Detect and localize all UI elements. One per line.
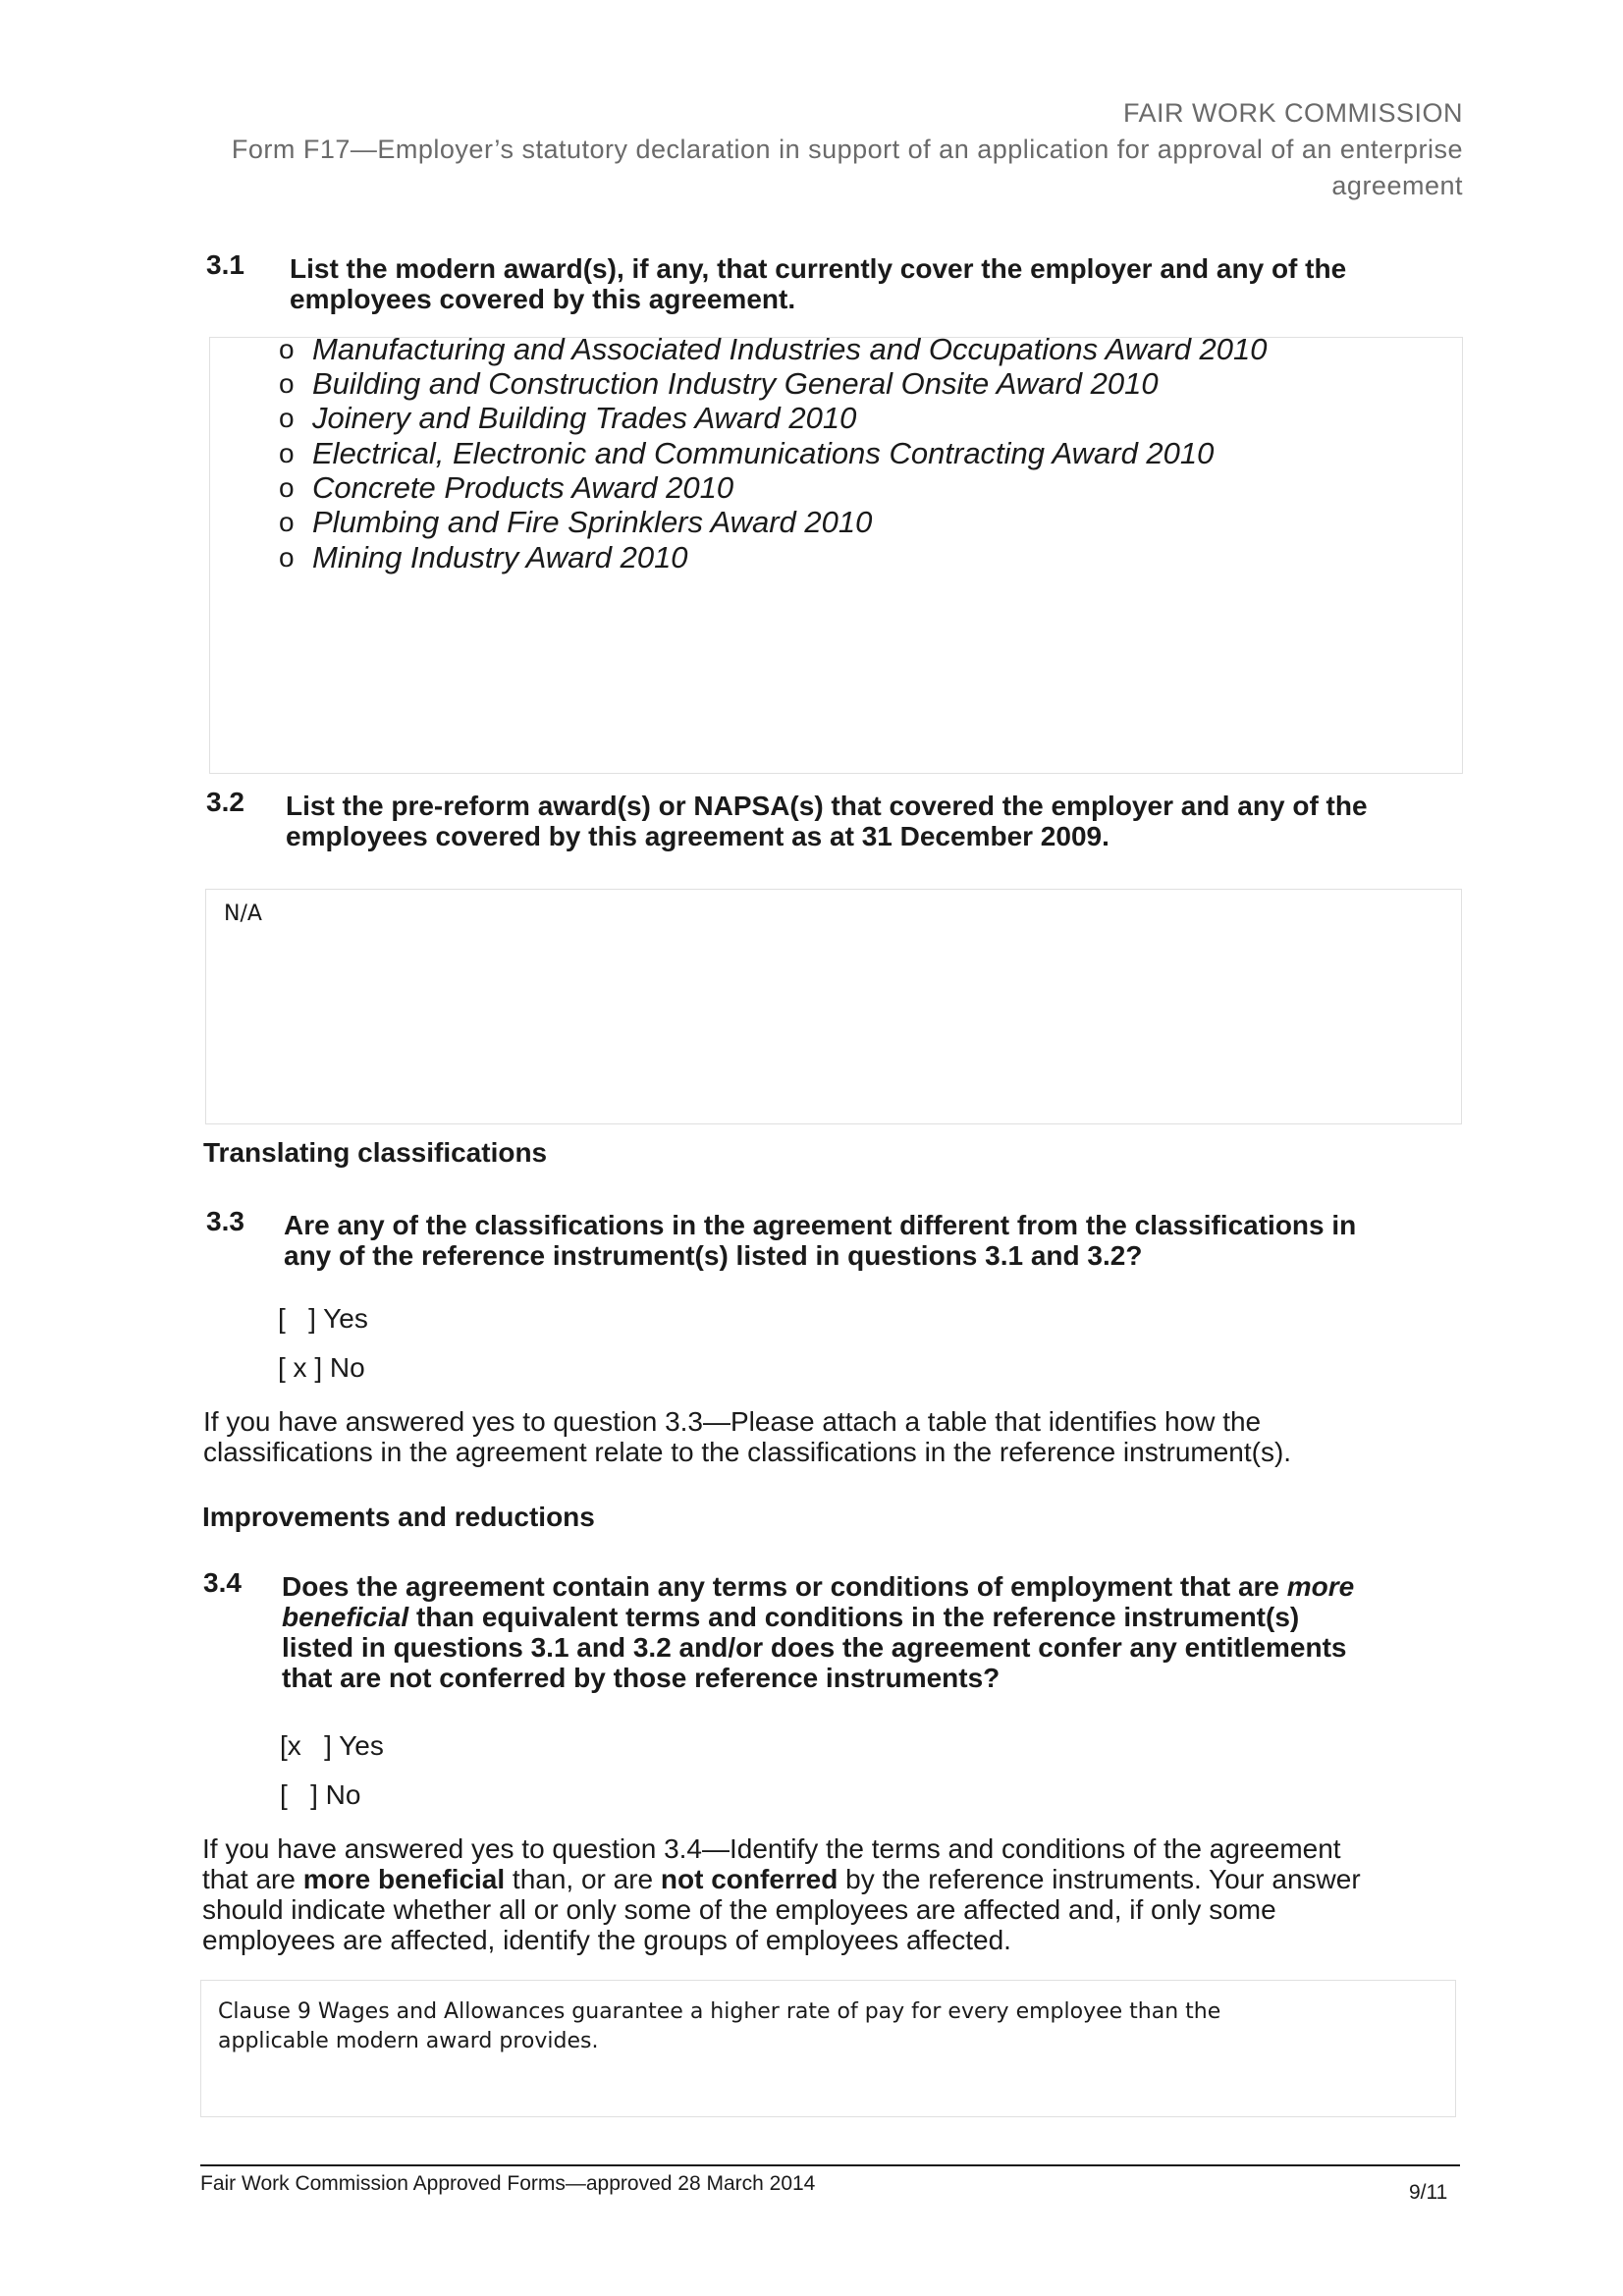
page-number: 9/11: [1409, 2181, 1448, 2204]
header-form-title: Form F17—Employer’s statutory declaration in support of an application for approval of an enterprise: [231, 135, 1463, 164]
q34-option-no[interactable]: [ ] No: [280, 1779, 361, 1810]
question-number-3-3: 3.3: [206, 1206, 244, 1236]
q34-instructions-line3: should indicate whether all or only some of the employees are affected and, if only some: [202, 1894, 1276, 1925]
q33-instructions-line1: If you have answered yes to question 3.3—Please attach a table that identifies how the: [203, 1406, 1262, 1437]
question-3-4-line3: listed in questions 3.1 and 3.2 and/or does the agreement confer any entitlements: [282, 1632, 1347, 1663]
question-3-2-text: [286, 791, 1368, 851]
q33-instructions-line2: classifications in the agreement relate to the classifications in the reference instrument(s).: [203, 1437, 1292, 1467]
q34-instructions-line4: employees are affected, identify the groups of employees affected.: [202, 1925, 1011, 1955]
q34-instructions-line2: [202, 1864, 1361, 1894]
q33-option-yes[interactable]: [ ] Yes: [278, 1303, 368, 1334]
footer-text: Fair Work Commission Approved Forms—approved 28 March 2014: [200, 2172, 816, 2195]
question-3-2-line1: List the pre-reform award(s) or NAPSA(s) that covered the employer and any of the: [286, 791, 1368, 821]
award-item: [279, 332, 1268, 367]
q34-note-text: by the reference instruments. Your answer: [838, 1864, 1361, 1894]
bullet-icon: o: [279, 542, 295, 573]
question-3-4-line1: [282, 1571, 1354, 1602]
header-form-title-cont: agreement: [1331, 171, 1463, 200]
award-item: [279, 540, 688, 575]
bullet-icon: o: [279, 368, 295, 399]
question-number-3-4: 3.4: [203, 1567, 242, 1598]
question-number-3-2: 3.2: [206, 787, 244, 817]
question-3-4-line2: [282, 1602, 1354, 1632]
question-3-1-text: [290, 253, 1346, 314]
bullet-icon: o: [279, 438, 295, 468]
question-3-3-line1: Are any of the classifications in the agreement different from the classifications in: [284, 1210, 1357, 1240]
question-3-3-text: [284, 1210, 1356, 1271]
question-3-4-line4: that are not conferred by those reference instruments?: [282, 1663, 1001, 1693]
bullet-icon: o: [279, 403, 295, 433]
q32-answer-box[interactable]: [205, 889, 1462, 1124]
q34-option-yes[interactable]: [x ] Yes: [280, 1730, 384, 1761]
award-text: Manufacturing and Associated Industries and Occupations Award 2010: [312, 332, 1268, 366]
q34-note-text: that are: [202, 1864, 303, 1894]
emphasis-beneficial: beneficial: [282, 1602, 409, 1632]
bullet-icon: o: [279, 472, 295, 503]
emphasis-not-conferred: not conferred: [660, 1864, 839, 1894]
q34-note-text: than, or are: [505, 1864, 661, 1894]
award-text: Building and Construction Industry General Onsite Award 2010: [312, 366, 1159, 401]
footer-divider: [200, 2164, 1460, 2166]
q34-answer-line2: applicable modern award provides.: [218, 2029, 599, 2053]
question-3-3-line2: any of the reference instrument(s) listed in questions 3.1 and 3.2?: [284, 1240, 1143, 1271]
bullet-icon: o: [279, 507, 295, 537]
q32-answer-text: N/A: [224, 902, 262, 926]
question-3-4-line2-text: than equivalent terms and conditions in the reference instrument(s): [408, 1602, 1300, 1632]
award-item: [279, 366, 1159, 402]
emphasis-more: more: [1286, 1571, 1355, 1602]
q34-answer-box[interactable]: [200, 1980, 1456, 2117]
award-item: [279, 470, 734, 506]
q33-instructions: [203, 1406, 1291, 1467]
q34-answer-text: [218, 1997, 1220, 2056]
q33-option-no[interactable]: [ x ] No: [278, 1352, 365, 1383]
award-item: [279, 401, 857, 436]
award-text: Plumbing and Fire Sprinklers Award 2010: [312, 505, 873, 539]
emphasis-more-beneficial: more beneficial: [302, 1864, 506, 1894]
question-3-4-line1-text: Does the agreement contain any terms or conditions of employment that are: [282, 1571, 1287, 1602]
question-3-1-line2: employees covered by this agreement.: [290, 284, 796, 314]
q34-instructions: [202, 1833, 1361, 1955]
bullet-icon: o: [279, 334, 295, 364]
award-text: Mining Industry Award 2010: [312, 540, 688, 574]
award-text: Electrical, Electronic and Communications Contracting Award 2010: [312, 436, 1215, 470]
header-org: FAIR WORK COMMISSION: [1122, 98, 1463, 128]
award-item: [279, 505, 873, 540]
question-3-2-line2: employees covered by this agreement as at 31 December 2009.: [286, 821, 1109, 851]
question-3-1-line1: List the modern award(s), if any, that currently cover the employer and any of the: [290, 253, 1347, 284]
award-item: [279, 436, 1215, 471]
section-heading-improvements: Improvements and reductions: [202, 1502, 595, 1532]
q34-instructions-line1: If you have answered yes to question 3.4—Identify the terms and conditions of the agreement: [202, 1833, 1341, 1864]
award-text: Joinery and Building Trades Award 2010: [312, 401, 857, 435]
question-3-4-text: [282, 1571, 1354, 1693]
q34-answer-line1: Clause 9 Wages and Allowances guarantee a higher rate of pay for every employee than the: [218, 1999, 1221, 2024]
section-heading-translating: Translating classifications: [203, 1137, 548, 1168]
award-text: Concrete Products Award 2010: [312, 470, 734, 505]
question-number-3-1: 3.1: [206, 249, 244, 280]
